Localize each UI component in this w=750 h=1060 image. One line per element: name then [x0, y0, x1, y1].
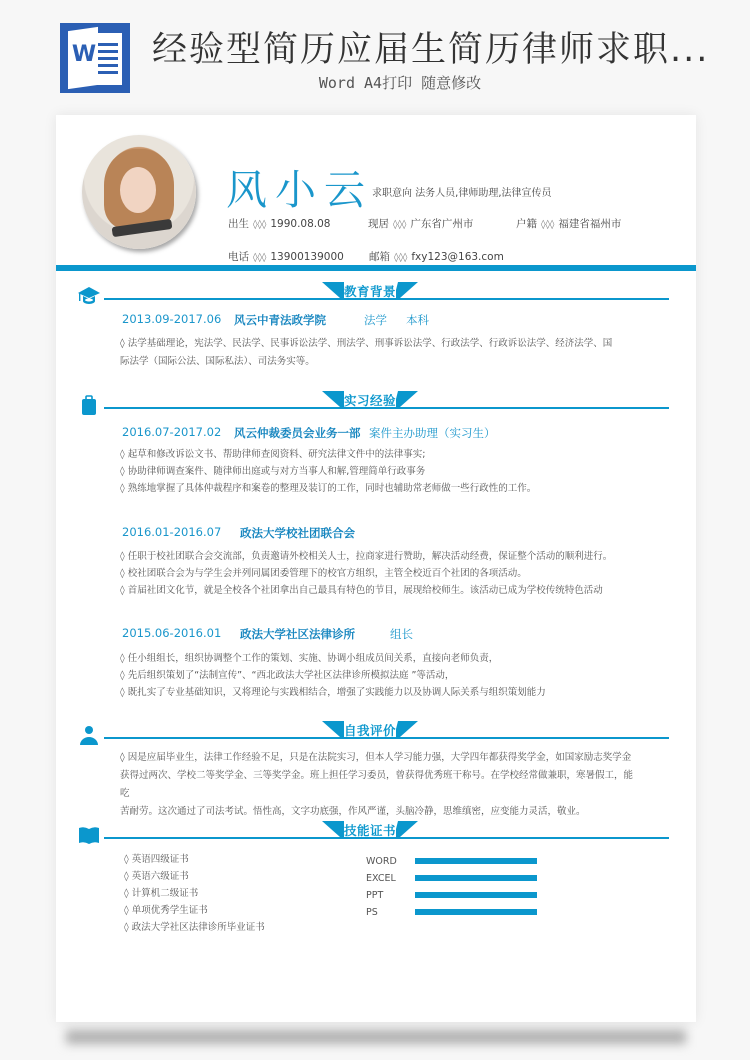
internship-3-bullets: ◊ 任小组组长，组织协调整个工作的策划、实施、协调小组成员间关系，直接向老师负责， ◊ 先后组织策划了“法制宣传”、“西北政法大学社区法律诊所模拟法庭 ”等活动， ◊ 既扎实了专业基础知识，又将理论与实践相结合，增强了实践能力以及协调人际关系与组织策划能力 [120, 650, 640, 701]
certificate-item: ◊ 政法大学社区法律诊所毕业证书 [124, 919, 265, 936]
education-description: ◊ 法学基础理论，宪法学、民法学、民事诉讼法学、刑法学、刑事诉讼法学、行政法学、行政诉讼法学、经济法学、国 际法学（国际公法、国际私法）、司法务实等。 [120, 338, 613, 367]
section-title-self-eval: 自我评价 [344, 723, 397, 738]
candidate-name: 风小云 [226, 166, 373, 214]
word-doc-icon: W [60, 23, 130, 93]
certificate-item: ◊ 英语四级证书 [124, 851, 265, 868]
job-intent-value: 法务人员,律师助理,法律宣传员 [415, 188, 552, 199]
person-icon [78, 725, 100, 745]
skill-label-ps: PS [366, 907, 378, 918]
section-self-eval-header [56, 719, 696, 745]
certificate-list [124, 851, 265, 936]
document-title: 经验型简历应届生简历律师求职... [152, 30, 710, 70]
certificate-item: ◊ 单项优秀学生证书 [124, 902, 265, 919]
job-intent [372, 184, 552, 199]
header-divider [56, 265, 696, 271]
section-title-skills: 技能证书 [344, 823, 397, 838]
book-icon [78, 825, 100, 845]
document-subtitle: Word A4打印 随意修改 [318, 74, 482, 92]
job-intent-label: 求职意向 [372, 188, 412, 199]
section-education-header [56, 280, 696, 306]
briefcase-icon [78, 395, 100, 415]
section-skills-header [56, 819, 696, 845]
graduation-cap-icon [78, 286, 100, 306]
document-banner [0, 0, 750, 105]
skill-bar-excel [415, 875, 537, 881]
skill-label-ppt: PPT [366, 890, 384, 901]
info-email: 邮箱 ◊◊◊ fxy123@163.com [369, 251, 504, 263]
certificate-item: ◊ 计算机二级证书 [124, 885, 265, 902]
self-eval-text: ◊ 因是应届毕业生，法律工作经验不足，只是在法院实习，但本人学习能力强，大学四年都获得奖学金，如国家励志奖学金 获得过两次、学校二等奖学金、三等奖学金。班上担任学习委员，曾获得优秀班干称号。在学校经常做兼职，寒暑假工，能吃 苦耐劳。这次通过了司法考试。悟性高，文字功底强，作风严谨，头脑冷静，思维缜密，应变能力灵活，敬业。 [120, 752, 634, 817]
skill-label-word: WORD [366, 856, 397, 867]
resume-page: 风小云 求职意向 法务人员,律师助理,法律宣传员 出生 ◊◊◊ 1990.08.08 现居 ◊◊◊ 广东省广州市 户籍 ◊◊◊ 福建省福州市 电话 ◊◊◊ 13900139000 邮箱 ◊◊◊ fxy123@163.com 教育背景 2013.09-2017.06 风云中青法政学院 法学 本科 ◊ 法学基础理论，宪法学、民法学、民事诉讼法学、刑法学、刑事诉讼法学、行政法学、行政诉讼法学、经济法学、国 际法学（国际公法、国际私法）、司法务实等。 实习经验 2016.07-2017.02 风云仲裁委员会业务一部 案件主办助理（实习生） ◊ 起草和修改诉讼文书、帮助律师查阅资料、研究法律文件中的法律事实; ◊ 协助律师调查案件、随律师出庭或与对方当事人和解,管理简单行政事务 ◊ 熟练地掌握了具体仲裁程序和案卷的整理及装订的工作，同时也辅助常老师做一些行政性的工作。 2016.01-2016.07 政法大学校社团联合会 ◊ 任职于校社团联合会交流部，负责邀请外校相关人士，拉商家进行赞助，解决活动经费，保证整个活动的顺利进行。 ◊ 校社团联合会为与学生会并列同属团委管理下的校官方组织，主管全校近百个社团的各项活动。 ◊ 首届社团文化节，就是全校各个社团拿出自己最具有特色的节目，展现给校师生。该活动已成为学校传统特色活动 2015.06-2016.01 政法大学社区法律诊所 组长 ◊ 任小组组长，组织协调整个工作的策划、实施、协调小组成员间关系，直接向老师负责， ◊ 先后组织策划了“法制宣传”、“西北政法大学社区法律诊所模拟法庭 ”等活动， ◊ 既扎实了专业基础知识，又将理论与实践相结合，增强了实践能力以及协调人际关系与组织策划能力 自我评价 ◊ 因是应届毕业生，法律工作经验不足，只是在法院实习，但本人学习能力强，大学四年都获得奖学金，如国家励志奖学金 获得过两次、学校二等奖学金、三等奖学金。班上担任学习委员，曾获得优秀班干称号。在学校经常做兼职，寒暑假工，能吃 苦耐劳。这次通过了司法考试。悟性高，文字功底强，作风严谨，头脑冷静，思维缜密，应变能力灵活，敬业。 技能证书 ◊ 英语四级证书 ◊ 英语六级证书 ◊ 计算机二级证书 ◊ 单项优秀学生证书 ◊ 政法大学社区法律诊所毕业证书 WORD EXCEL PPT PS [56, 115, 696, 1022]
section-internship-header [56, 389, 696, 415]
section-title-education: 教育背景 [344, 284, 397, 299]
certificate-item: ◊ 英语六级证书 [124, 868, 265, 885]
skill-label-excel: EXCEL [366, 873, 396, 884]
profile-photo [82, 135, 196, 249]
info-hometown: 户籍 ◊◊◊ 福建省福州市 [516, 218, 622, 230]
skill-bar-ppt [415, 892, 537, 898]
skill-bar-ps [415, 909, 537, 915]
info-birth: 出生 ◊◊◊ 1990.08.08 [228, 218, 331, 230]
internship-2-bullets: ◊ 任职于校社团联合会交流部，负责邀请外校相关人士，拉商家进行赞助，解决活动经费，保证整个活动的顺利进行。 ◊ 校社团联合会为与学生会并列同属团委管理下的校官方组织，主管全校近百个社团的各项活动。 ◊ 首届社团文化节，就是全校各个社团拿出自己最具有特色的节目，展现给校师生。该活动已成为学校传统特色活动 [120, 548, 640, 599]
internship-1-bullets: ◊ 起草和修改诉讼文书、帮助律师查阅资料、研究法律文件中的法律事实; ◊ 协助律师调查案件、随律师出庭或与对方当事人和解,管理简单行政事务 ◊ 熟练地掌握了具体仲裁程序和案卷的整理及装订的工作，同时也辅助常老师做一些行政性的工作。 [120, 446, 640, 497]
skill-bar-word [415, 858, 537, 864]
info-phone: 电话 ◊◊◊ 13900139000 [228, 251, 344, 263]
page-shadow [66, 1030, 686, 1044]
section-title-internship: 实习经验 [344, 393, 397, 408]
info-residence: 现居 ◊◊◊ 广东省广州市 [368, 218, 474, 230]
